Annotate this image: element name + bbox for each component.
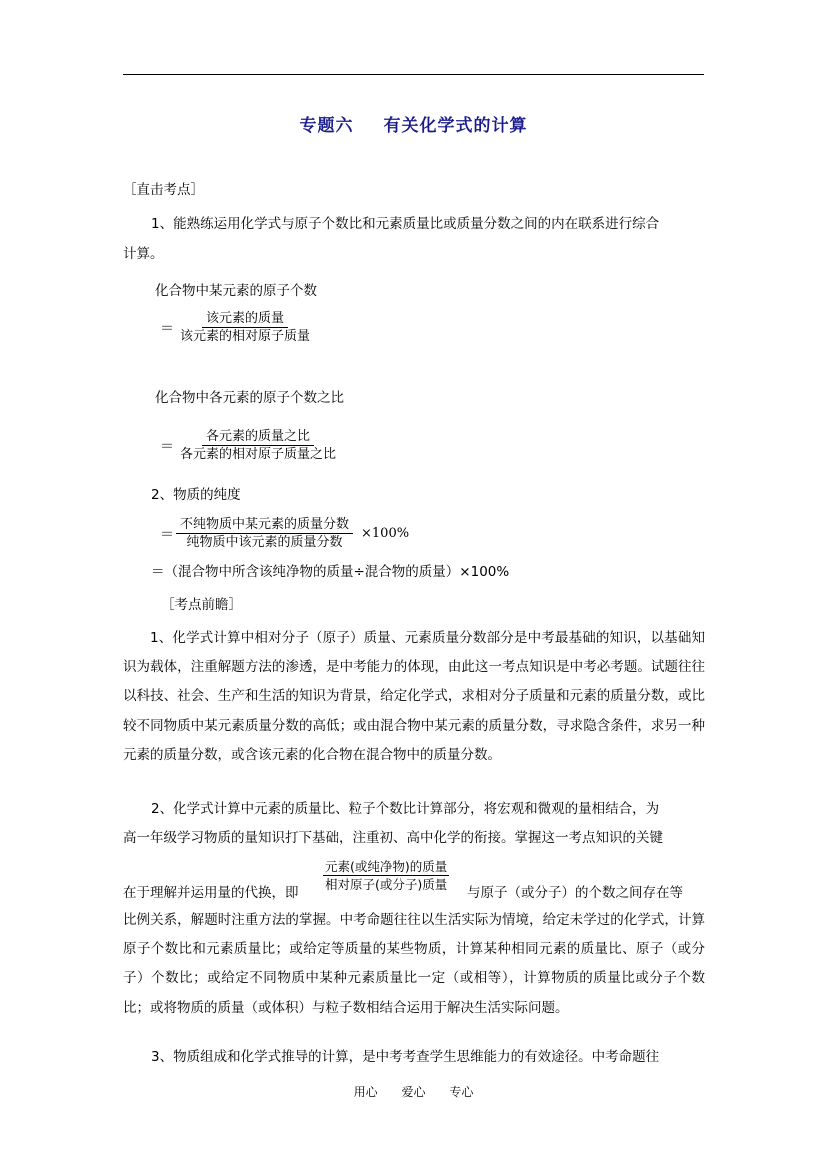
page-footer <box>0 1083 827 1100</box>
item2-text: 2、物质的纯度 <box>151 487 241 503</box>
paragraph-2-line2: 高一年级学习物质的量知识打下基础，注重初、高中化学的衔接。掌握这一考点知识的关键 <box>123 830 663 846</box>
formula2-label: 化合物中各元素的原子个数之比 <box>155 390 344 406</box>
inline-fraction <box>323 858 449 893</box>
paragraph-2-line3-end: 与原子（或分子）的个数之间存在等 <box>467 885 683 901</box>
paragraph-1: 1、化学式计算中相对分子（原子）质量、元素质量分数部分是中考最基础的知识，以基础知识为载体，注重解题方法的渗透，是中考能力的体现，由此这一考点知识是中考必考题。试题往往以科技、社会、生产和生活的知识为背景，给定化学式，求相对分子质量和元素的质量分数，或比较不同物质中某元素质量分数的高低；或由混合物中某元素的质量分数，寻求隐含条件，求另一种元素的质量分数，或含该元素的化合物在混合物中的质量分数。 <box>123 630 705 763</box>
formula1-denominator: 该元素的相对原子质量 <box>180 329 311 344</box>
item1-text: 1、能熟练运用化学式与原子个数比和元素质量比或质量分数之间的内在联系进行综合 <box>151 216 660 232</box>
formula2-denominator: 各元素的相对原子质量之比 <box>180 447 337 462</box>
formula3-denominator: 纯物质中该元素的质量分数 <box>186 535 343 550</box>
paragraph-2-rest: 比例关系，解题时注重方法的掌握。中考命题往往以生活实际为情境，给定未学过的化学式，计算原子个数比和元素质量比；或给定等质量的某些物质，计算某种相同元素的质量比、原子（或分子）个数比；或给定不同物质中某种元素质量比一定（或相等），计算物质的质量比或分子个数比；或将物质的质量（或体积）与粒子数相结合运用于解决生活实际问题。 <box>123 912 705 1016</box>
inline-fraction-denominator: 相对原子(或分子)质量 <box>325 877 448 892</box>
formula4-text: ＝（混合物中所含该纯净物的质量÷混合物的质量）×100% <box>151 564 510 580</box>
formula2-numerator: 各元素的质量之比 <box>202 428 314 446</box>
formula2-fraction <box>160 428 340 463</box>
title-part1: 专题六 <box>299 116 354 136</box>
formula3-fraction <box>160 516 409 551</box>
footer-item-1: 用心 <box>353 1085 378 1099</box>
formula1-equals: ＝ <box>160 320 174 337</box>
formula2-equals: ＝ <box>160 438 174 455</box>
header-rule <box>123 74 704 75</box>
formula1-numerator: 该元素的质量 <box>202 310 288 328</box>
formula3-multiplier: ×100% <box>361 526 410 541</box>
formula1-label: 化合物中某元素的原子个数 <box>155 283 317 299</box>
footer-item-3: 专心 <box>449 1085 474 1099</box>
title-part2: 有关化学式的计算 <box>383 116 528 136</box>
section2-heading: ［考点前瞻］ <box>161 597 242 613</box>
formula3-equals: ＝ <box>160 526 174 543</box>
footer-item-2: 爱心 <box>401 1085 426 1099</box>
page-title <box>0 111 827 136</box>
paragraph-2-line1: 2、化学式计算中元素的质量比、粒子个数比计算部分，将宏观和微观的量相结合，为 <box>151 801 660 817</box>
formula3-numerator: 不纯物质中某元素的质量分数 <box>176 516 353 534</box>
paragraph-2-line3-start: 在于理解并运用量的代换，即 <box>123 885 299 901</box>
section1-heading: ［直击考点］ <box>123 182 204 198</box>
inline-fraction-numerator: 元素(或纯净物)的质量 <box>325 859 448 874</box>
item1-continuation: 计算。 <box>123 246 164 262</box>
paragraph-3: 3、物质组成和化学式推导的计算，是中考考查学生思维能力的有效途径。中考命题往 <box>151 1049 660 1065</box>
formula1-fraction <box>160 310 314 345</box>
